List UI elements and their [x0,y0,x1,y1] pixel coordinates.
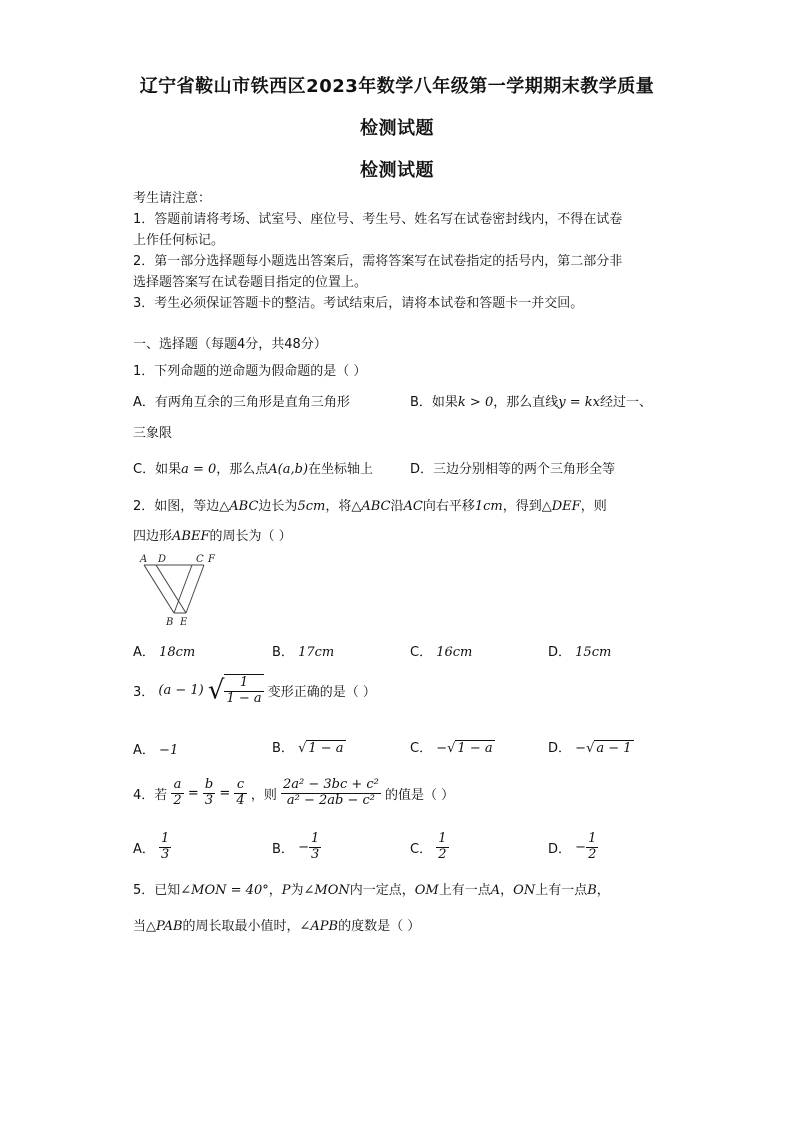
q1-option-d: D．三边分别相等的两个三角形全等 [410,462,616,477]
q2-triangle-figure [138,553,228,629]
label-a: A [140,554,148,565]
q2-option-b: B． 17cm [272,645,335,660]
notice-item-2: 2．第一部分选择题每小题选出答案后，需将答案写在试卷指定的括号内，第二部分非 [133,254,623,269]
line-ab [144,565,174,613]
q3-option-a: A． −1 [133,743,179,758]
q2-stem-cont: 四边形ABEF的周长为（ ） [133,529,292,544]
notice-item-1-cont: 上作任何标记。 [133,233,225,248]
notice-heading: 考生请注意： [133,191,212,206]
notice-item-2-cont: 选择题答案写在试卷题目指定的位置上。 [133,275,368,290]
page-subtitle-repeat: 检测试题 [360,160,434,181]
section-heading: 一、选择题（每题4分，共48分） [133,337,327,352]
q1-option-a: A．有两角互余的三角形是直角三角形 [133,395,350,410]
q4-option-b: B． − $\frac{1}{3}$ [272,831,320,862]
label-e: E [180,617,188,628]
page-title: 辽宁省鞍山市铁西区2023年数学八年级第一学期期末教学质量 [139,76,655,97]
q2-option-a: A． 18cm [133,645,196,660]
q1-stem: 1．下列命题的逆命题为假命题的是（ ） [133,364,367,379]
line-de [156,565,186,613]
page-subtitle: 检测试题 [360,118,434,139]
label-f: F [208,554,215,565]
q2-option-d: D． 15cm [548,645,612,660]
q5-stem-cont: 当△PAB的周长取最小值时，∠APB的度数是（ ） [133,919,421,934]
q2-stem: 2．如图，等边△ABC边长为5cm，将△ABC沿AC向右平移1cm，得到△DEF，则 [133,499,607,514]
q4-option-c: C． $\frac{1}{2}$ [410,831,447,862]
label-b: B [166,617,174,628]
q5-stem: 5．已知∠MON = 40°，P为∠MON内一定点，OM上有一点A，ON上有一点B， [133,883,610,898]
q4-option-a: A． $\frac{1}{3}$ [133,831,170,862]
q2-option-c: C． 16cm [410,645,473,660]
q3-option-b: B． √ 1 − a [272,741,344,756]
q3-sqrt: √ $\frac{1}{1 - a}$ [207,675,262,706]
line-cb [174,565,192,613]
q1-option-b-cont: 三象限 [133,426,173,441]
q1-option-c: C．如果a = 0，那么点A(a,b)在坐标轴上 [133,462,374,477]
q4-option-d: D． − $\frac{1}{2}$ [548,831,597,862]
notice-item-3: 3．考生必须保证答题卡的整洁。考试结束后，请将本试卷和答题卡一并交回。 [133,296,584,311]
notice-item-1: 1．答题前请将考场、试室号、座位号、考生号、姓名写在试卷密封线内，不得在试卷 [133,212,623,227]
line-fe [186,565,204,613]
label-d: D [158,554,167,565]
q4-stem: 4．若 $\frac{a}{2}$ = $\frac{b}{3}$ = $\frac{c}{4}$ ，则 $\frac{\text{2a² − 3bc + c²}}{\text{a² − 2ab − c²}}$ 的值是（ ） [133,777,455,808]
label-c: C [196,554,204,565]
q1-option-b: B．如果k > 0，那么直线y = kx经过一、 [410,395,652,410]
q3-option-d: D． −√ a − 1 [548,741,632,756]
q3-stem: 3． (a − 1) √ $\frac{1}{1 - a}$ 变形正确的是（ ） [133,675,376,706]
q3-option-c: C． −√ 1 − a [410,741,493,756]
